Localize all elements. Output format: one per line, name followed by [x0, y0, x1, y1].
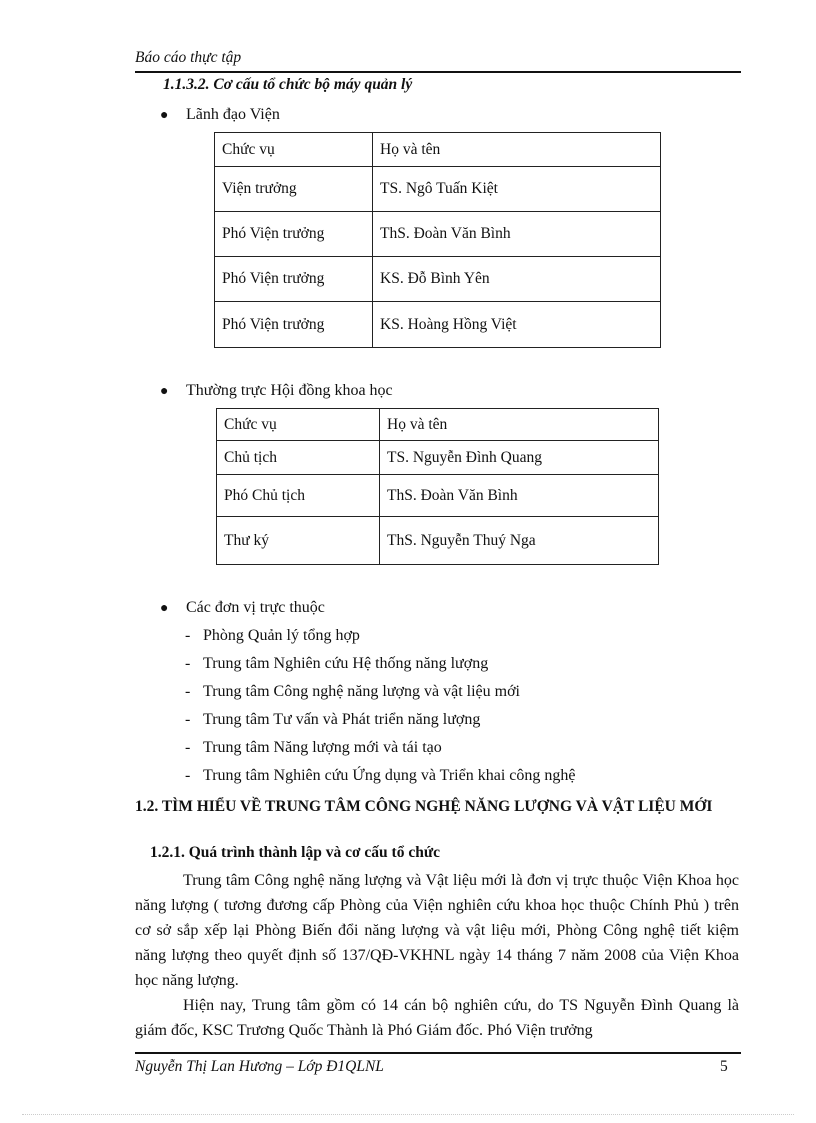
list-item: - Trung tâm Năng lượng mới và tái tạo: [185, 739, 442, 756]
table-cell-name: ThS. Đoàn Văn Bình: [373, 212, 661, 257]
table-header-cell: Họ và tên: [373, 133, 661, 167]
bullet-leadership-label: Lãnh đạo Viện: [186, 106, 280, 123]
table-row: [215, 257, 661, 302]
section-2-heading: 1.2. TÌM HIỂU VỀ TRUNG TÂM CÔNG NGHỆ NĂNG LƯỢNG VÀ VẬT LIỆU MỚI: [135, 798, 713, 815]
table-row: [215, 302, 661, 348]
table-cell-name: KS. Đỗ Bình Yên: [373, 257, 661, 302]
page-number: 5: [720, 1058, 728, 1075]
table-cell-name: TS. Nguyễn Đình Quang: [380, 441, 659, 475]
bullet-council: [160, 382, 393, 400]
page-header-title: Báo cáo thực tập: [135, 49, 242, 66]
table-cell-position: Phó Viện trưởng: [215, 212, 373, 257]
footer-author: Nguyễn Thị Lan Hương – Lớp Đ1QLNL: [135, 1058, 384, 1075]
table-header-cell: Chức vụ: [215, 133, 373, 167]
bullet-icon: ●: [160, 601, 169, 616]
subsection-heading: 1.2.1. Quá trình thành lập và cơ cấu tổ chức: [150, 844, 441, 861]
list-item: - Trung tâm Công nghệ năng lượng và vật liệu mới: [185, 683, 520, 700]
list-item: - Trung tâm Tư vấn và Phát triển năng lượng: [185, 711, 481, 728]
page-edge: [22, 1114, 794, 1115]
bullet-units: [160, 599, 325, 617]
table-cell-position: Chủ tịch: [217, 441, 380, 475]
section-heading: 1.1.3.2. Cơ cấu tổ chức bộ máy quản lý: [163, 76, 413, 93]
bullet-icon: ●: [160, 108, 169, 123]
bullet-leadership: [160, 106, 280, 124]
table-header-cell: Họ và tên: [380, 409, 659, 441]
table-header-cell: Chức vụ: [217, 409, 380, 441]
footer-divider: [135, 1052, 741, 1054]
list-item: - Trung tâm Nghiên cứu Hệ thống năng lượng: [185, 655, 489, 672]
bullet-units-label: Các đơn vị trực thuộc: [186, 599, 325, 616]
table-cell-position: Viện trưởng: [215, 167, 373, 212]
header-divider: [135, 71, 741, 73]
bullet-icon: ●: [160, 384, 169, 399]
table-cell-position: Phó Chủ tịch: [217, 475, 380, 517]
table-row: [217, 517, 659, 565]
council-table: [216, 408, 659, 565]
table-header-row: [217, 409, 659, 441]
table-row: [215, 167, 661, 212]
table-cell-name: TS. Ngô Tuấn Kiệt: [373, 167, 661, 212]
paragraph-2: Hiện nay, Trung tâm gồm có 14 cán bộ nghiên cứu, do TS Nguyễn Đình Quang là giám đốc, KSC Trương Quốc Thành là Phó Giám đốc. Phó Viện trưởng: [135, 997, 739, 1039]
table-cell-position: Thư ký: [217, 517, 380, 565]
table-row: [217, 441, 659, 475]
table-row: [215, 212, 661, 257]
table-cell-name: ThS. Nguyễn Thuý Nga: [380, 517, 659, 565]
table-cell-name: KS. Hoàng Hồng Việt: [373, 302, 661, 348]
table-cell-position: Phó Viện trưởng: [215, 257, 373, 302]
table-header-row: [215, 133, 661, 167]
bullet-council-label: Thường trực Hội đồng khoa học: [186, 382, 393, 399]
list-item: - Phòng Quản lý tổng hợp: [185, 627, 360, 644]
paragraph-1: Trung tâm Công nghệ năng lượng và Vật liệu mới là đơn vị trực thuộc Viện Khoa học năng lượng ( tương đương cấp Phòng của Viện nghiên cứu khoa học thuộc Chính Phủ ) trên cơ sở sắp xếp lại Phòng Biến đổi năng lượng và vật liệu mới, Phòng Công nghệ tiết kiệm năng lượng theo quyết định số 137/QĐ-VKHNL ngày 14 tháng 7 năm 2008 của Viện Khoa học năng lượng.: [135, 872, 739, 989]
table-cell-name: ThS. Đoàn Văn Bình: [380, 475, 659, 517]
table-row: [217, 475, 659, 517]
leadership-table: [214, 132, 661, 348]
table-cell-position: Phó Viện trưởng: [215, 302, 373, 348]
list-item: - Trung tâm Nghiên cứu Ứng dụng và Triển khai công nghệ: [185, 767, 576, 784]
